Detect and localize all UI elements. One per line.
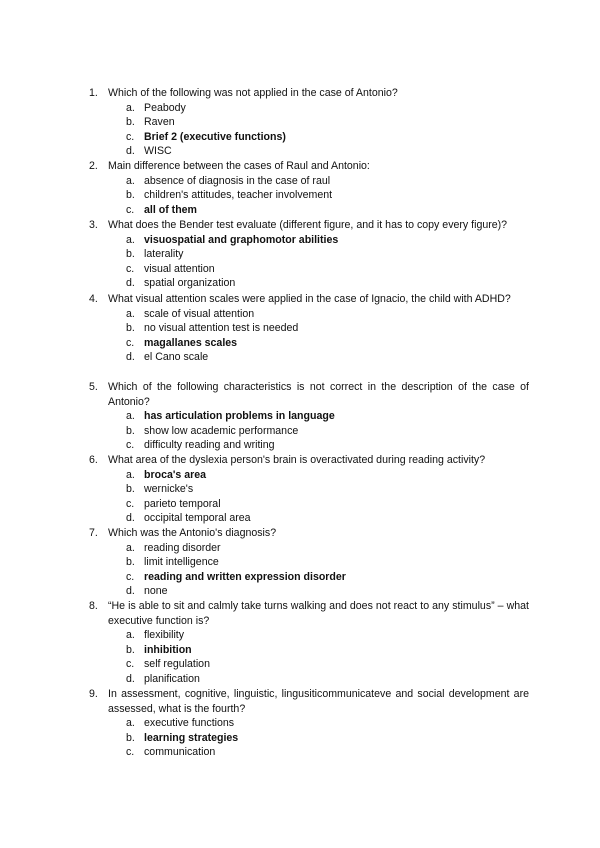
option-text: show low academic performance: [144, 424, 299, 437]
option-text: children's attitudes, teacher involvement: [144, 189, 333, 202]
option-letter: a.: [126, 233, 135, 246]
option-a: [89, 101, 529, 116]
option-c: [89, 262, 529, 277]
option-letter: a.: [126, 717, 135, 730]
option-letter: c.: [126, 497, 135, 510]
option-c-correct: [89, 336, 529, 351]
option-letter: b.: [126, 248, 135, 261]
option-letter: a.: [126, 629, 135, 642]
option-letter: a.: [126, 410, 135, 423]
option-a: [89, 716, 529, 731]
option-b-correct: [89, 643, 529, 658]
option-b: [89, 424, 529, 439]
option-text: none: [144, 585, 168, 598]
option-letter: a.: [126, 174, 135, 187]
option-text: occipital temporal area: [144, 512, 251, 525]
question-6: [89, 453, 529, 526]
option-letter: a.: [126, 468, 135, 481]
option-d: [89, 276, 529, 291]
option-text: limit intelligence: [144, 556, 219, 569]
option-text: self regulation: [144, 658, 210, 671]
option-text: wernicke's: [144, 483, 194, 496]
options-list: [89, 541, 529, 599]
option-letter: b.: [126, 424, 135, 437]
option-b: [89, 321, 529, 336]
option-a: [89, 628, 529, 643]
option-a: [89, 307, 529, 322]
option-b: [89, 555, 529, 570]
option-letter: b.: [126, 643, 135, 656]
option-letter: c.: [126, 336, 135, 349]
option-text: laterality: [144, 248, 184, 261]
options-list: [89, 307, 529, 365]
option-letter: c.: [126, 262, 135, 275]
option-c: [89, 657, 529, 672]
question-text: Which of the following characteristics is not correct in the description of the case of Antonio?: [108, 381, 529, 408]
option-letter: a.: [126, 307, 135, 320]
option-text: no visual attention test is needed: [144, 322, 299, 335]
question-text: Which was the Antonio's diagnosis?: [108, 527, 277, 539]
option-c: [89, 438, 529, 453]
option-text: scale of visual attention: [144, 307, 255, 320]
question-number: 1.: [89, 87, 98, 99]
option-letter: d.: [126, 145, 135, 158]
option-letter: d.: [126, 512, 135, 525]
option-b-correct: [89, 731, 529, 746]
option-text: Peabody: [144, 101, 186, 114]
option-text: reading disorder: [144, 541, 221, 554]
question-1: [89, 86, 529, 159]
option-letter: c.: [126, 130, 135, 143]
question-text: Which of the following was not applied in the case of Antonio?: [108, 87, 398, 99]
option-text: Brief 2 (executive functions): [144, 130, 286, 143]
option-text: spatial organization: [144, 277, 236, 290]
option-letter: c.: [126, 439, 135, 452]
option-letter: d.: [126, 277, 135, 290]
question-9: [89, 687, 529, 760]
option-b: [89, 115, 529, 130]
option-letter: c.: [126, 746, 135, 759]
option-c: [89, 745, 529, 760]
option-b: [89, 482, 529, 497]
option-text: inhibition: [144, 643, 192, 656]
option-letter: b.: [126, 483, 135, 496]
option-a-correct: [89, 409, 529, 424]
question-number: 6.: [89, 454, 98, 466]
question-text: What visual attention scales were applied in the case of Ignacio, the child with ADHD?: [108, 293, 511, 305]
option-text: planification: [144, 672, 200, 685]
option-letter: b.: [126, 322, 135, 335]
option-b: [89, 247, 529, 262]
option-letter: a.: [126, 101, 135, 114]
option-text: difficulty reading and writing: [144, 439, 275, 452]
option-a-correct: [89, 468, 529, 483]
options-list: [89, 409, 529, 453]
question-number: 4.: [89, 293, 98, 305]
question-number: 5.: [89, 381, 98, 393]
question-text: “He is able to sit and calmly take turns walking and does not react to any stimulus” – what executive function is?: [108, 600, 529, 627]
question-text: Main difference between the cases of Raul and Antonio:: [108, 160, 370, 172]
option-letter: a.: [126, 541, 135, 554]
question-number: 9.: [89, 688, 98, 700]
options-list: [89, 628, 529, 686]
question-7: [89, 526, 529, 599]
options-list: [89, 174, 529, 218]
option-text: has articulation problems in language: [144, 410, 335, 423]
option-text: learning strategies: [144, 731, 239, 744]
option-c-correct: [89, 203, 529, 218]
option-text: reading and written expression disorder: [144, 570, 346, 583]
option-letter: b.: [126, 189, 135, 202]
option-letter: d.: [126, 351, 135, 364]
question-text: In assessment, cognitive, linguistic, lingusiticommunicateve and social development are assessed, what is the fourth?: [108, 688, 529, 715]
option-letter: c.: [126, 658, 135, 671]
options-list: [89, 716, 529, 760]
option-c-correct: [89, 570, 529, 585]
option-c: [89, 497, 529, 512]
question-8: [89, 599, 529, 687]
question-5: [89, 380, 529, 453]
option-letter: b.: [126, 556, 135, 569]
option-text: Raven: [144, 116, 175, 129]
option-letter: d.: [126, 585, 135, 598]
option-text: visual attention: [144, 262, 215, 275]
options-list: [89, 468, 529, 526]
option-a: [89, 174, 529, 189]
option-d: [89, 511, 529, 526]
question-number: 8.: [89, 600, 98, 612]
option-d: [89, 672, 529, 687]
option-letter: d.: [126, 672, 135, 685]
option-text: executive functions: [144, 717, 235, 730]
option-d: [89, 350, 529, 365]
question-number: 7.: [89, 527, 98, 539]
option-a: [89, 541, 529, 556]
option-letter: b.: [126, 116, 135, 129]
option-letter: c.: [126, 570, 135, 583]
option-text: all of them: [144, 203, 197, 216]
option-text: visuospatial and graphomotor abilities: [144, 233, 339, 246]
option-text: el Cano scale: [144, 351, 209, 364]
option-d: [89, 584, 529, 599]
question-number: 2.: [89, 160, 98, 172]
option-text: communication: [144, 746, 216, 759]
question-text: What does the Bender test evaluate (different figure, and it has to copy every figure)?: [108, 219, 508, 231]
question-text: What area of the dyslexia person's brain is overactivated during reading activity?: [108, 454, 486, 466]
option-text: flexibility: [144, 629, 185, 642]
option-text: parieto temporal: [144, 497, 221, 510]
options-list: [89, 233, 529, 291]
option-text: magallanes scales: [144, 336, 238, 349]
question-3: [89, 218, 529, 291]
option-text: broca's area: [144, 468, 207, 481]
options-list: [89, 101, 529, 159]
option-c-correct: [89, 130, 529, 145]
option-text: WISC: [144, 145, 172, 158]
question-4: [89, 292, 529, 365]
question-number: 3.: [89, 219, 98, 231]
option-d: [89, 144, 529, 159]
option-a-correct: [89, 233, 529, 248]
option-letter: c.: [126, 203, 135, 216]
question-2: [89, 159, 529, 217]
option-b: [89, 188, 529, 203]
option-letter: b.: [126, 731, 135, 744]
option-text: absence of diagnosis in the case of raul: [144, 174, 331, 187]
